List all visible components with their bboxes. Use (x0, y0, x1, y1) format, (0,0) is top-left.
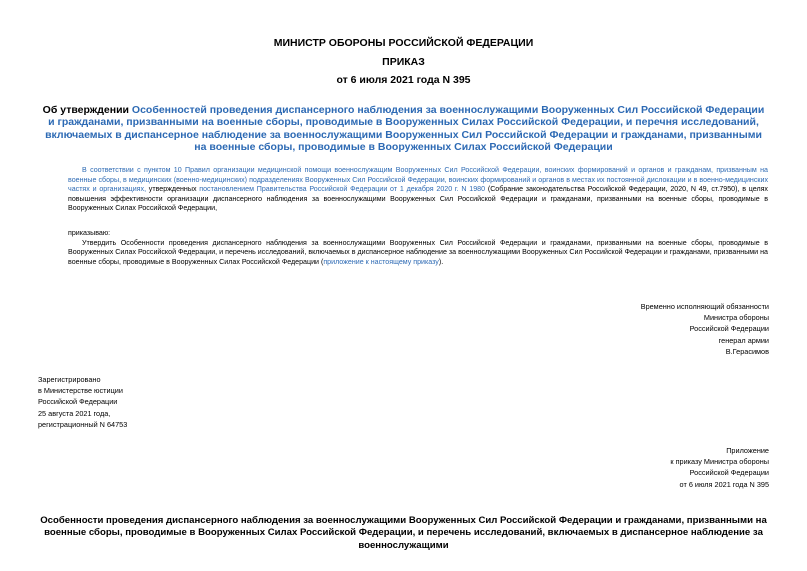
signature-line-3: Российской Федерации (689, 324, 769, 334)
registration-line-4: 25 августа 2021 года, (38, 408, 111, 418)
preamble-text-2: (Собрание законодательства Российской Федерации, 2020, N 49, ст.7950), в целях повышения эффективности организации диспансерного наблюдения за военнослужащими Вооруженных Сил Российской Федерации и гражданами, призванными на военные сборы, проводимые в Вооруженных Силах Российской Федерации, (68, 185, 768, 213)
preamble-text-1: утвержденных (146, 185, 200, 194)
signature-line-4: генерал армии (718, 335, 769, 345)
order-title (40, 104, 767, 154)
registration-line-5: регистрационный N 64753 (38, 419, 128, 429)
preamble-link-decree[interactable]: постановлением Правительства Российской Федерации от 1 декабря 2020 г. N 1980 (199, 185, 486, 194)
order-section (68, 229, 768, 267)
appendix-link[interactable]: приложение к настоящему приказу (323, 257, 439, 266)
signature-line-1: Временно исполняющий обязанности (640, 302, 769, 311)
appendix-line-2: к приказу Министра обороны (670, 457, 769, 467)
title-prefix: Об утверждении (42, 104, 132, 116)
title-link[interactable]: Особенностей проведения диспансерного наблюдения за военнослужащими Вооруженных Сил Российской Федерации и гражданами, призванными на военные сборы, проводимые в Вооруженных Силах Российской Федерации, и перечня исследований, включаемых в диспансерное наблюдение за военнослужащими Вооруженных Сил Российской Федерации и гражданами, призванными на военные сборы, проводимые в Вооруженных Силах Российской Федерации (45, 104, 765, 154)
registration-line-3: Российской Федерации (38, 397, 118, 407)
preamble-link-rules[interactable]: В соответствии с пунктом 10 Правил организации медицинской помощи военнослужащим Вооруженных Сил Российской Федерации, воинских формирований и органов и гражданам, призванным на военные сборы, в медицинских (военно-медицинских) подразделениях Вооруженных Сил Российской Федерации, воинских формирований и органов в местах их постоянной дислокации и в военно-медицинских частях и организациях, (68, 166, 768, 194)
order-end: ). (438, 257, 444, 266)
registration-line-1: Зарегистрировано (38, 375, 101, 384)
prikazyvayu-label: приказываю: (68, 229, 111, 237)
minister-heading: МИНИСТР ОБОРОНЫ РОССИЙСКОЙ ФЕДЕРАЦИИ (273, 37, 534, 49)
registration-block (38, 374, 127, 430)
appendix-title: Особенности проведения диспансерного наблюдения за военнослужащими Вооруженных Сил Российской Федерации и гражданами, призванными на военные сборы, проводимые в Вооруженных Силах Российской Федерации, и перечень исследований, включаемых в диспансерное наблюдение за военнослужащими (40, 515, 767, 551)
appendix-line-1: Приложение (726, 446, 769, 455)
date-number-heading: от 6 июля 2021 года N 395 (336, 74, 471, 86)
signature-block (641, 301, 769, 357)
appendix-block (670, 445, 769, 490)
appendix-line-4: от 6 июля 2021 года N 395 (679, 479, 769, 489)
order-paragraph (68, 239, 768, 268)
signature-line-5: В.Герасимов (725, 346, 769, 356)
preamble (68, 166, 768, 214)
appendix-line-3: Российской Федерации (689, 468, 769, 478)
doc-type-heading: ПРИКАЗ (382, 56, 425, 68)
order-text: Утвердить Особенности проведения диспансерного наблюдения за военнослужащими Вооруженных Сил Российской Федерации и гражданами, призванными на военные сборы, проводимые в Вооруженных Силах Российской Федерации, и перечень исследований, включаемых в диспансерное наблюдение за военнослужащими Вооруженных Сил Российской Федерации и гражданами, призванными на военные сборы, проводимые в Вооруженных Силах Российской Федерации ( (68, 238, 768, 266)
signature-line-2: Министра обороны (703, 313, 769, 323)
registration-line-2: в Министерстве юстиции (38, 386, 123, 396)
